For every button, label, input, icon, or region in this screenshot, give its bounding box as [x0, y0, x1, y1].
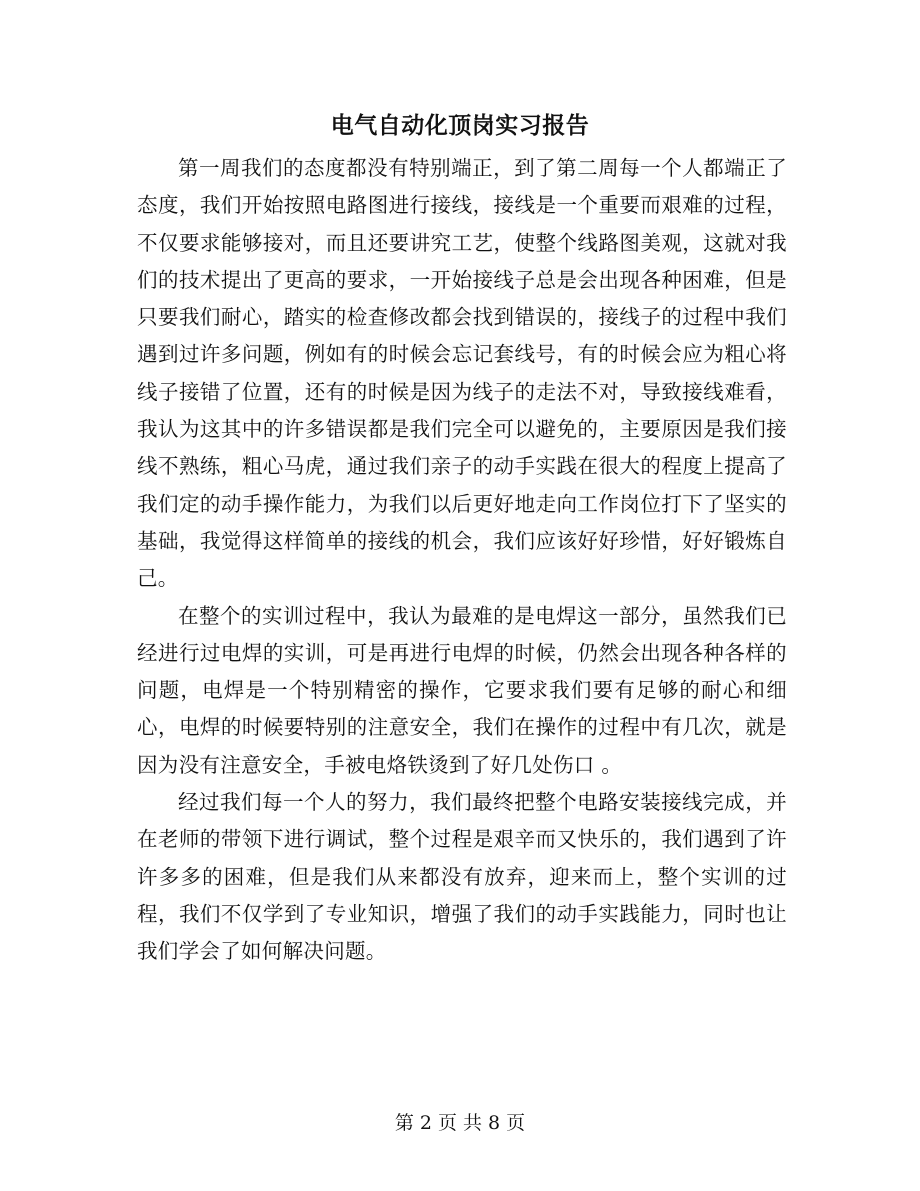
document-title: 电气自动化顶岗实习报告: [330, 112, 590, 139]
paragraph-3: 经过我们每一个人的努力，我们最终把整个电路安装接线完成，并在老师的带领下进行调试，整个过程是艰辛而又快乐的，我们遇到了许许多多的困难，但是我们从来都没有放弃，迎来而上，整个实训的过程，我们不仅学到了专业知识，增强了我们的动手实践能力，同时也让我们学会了如何解决问题。: [137, 790, 787, 964]
paragraph-1: 第一周我们的态度都没有特别端正，到了第二周每一个人都端正了态度，我们开始按照电路图进行接线，接线是一个重要而艰难的过程，不仅要求能够接对，而且还要讲究工艺，使整个线路图美观，这就对我们的技术提出了更高的要求，一开始接线子总是会出现各种困难，但是只要我们耐心，踏实的检查修改都会找到错误的，接线子的过程中我们遇到过许多问题，例如有的时候会忘记套线号，有的时候会应为粗心将线子接错了位置，还有的时候是因为线子的走法不对，导致接线难看，我认为这其中的许多错误都是我们完全可以避免的，主要原因是我们接线不熟练，粗心马虎，通过我们亲子的动手实践在很大的程度上提高了我们定的动手操作能力，为我们以后更好地走向工作岗位打下了坚实的基础，我觉得这样简单的接线的机会，我们应该好好珍惜，好好锻炼自己。: [137, 156, 787, 591]
paragraph-2: 在整个的实训过程中，我认为最难的是电焊这一部分，虽然我们已经进行过电焊的实训，可是再进行电焊的时候，仍然会出现各种各样的问题，电焊是一个特别精密的操作，它要求我们要有足够的耐心和细心，电焊的时候要特别的注意安全，我们在操作的过程中有几次，就是因为没有注意安全，手被电烙铁烫到了好几处伤口 。: [137, 603, 787, 777]
page-number-footer: 第 2 页 共 8 页: [394, 1112, 526, 1134]
document-body: [137, 150, 787, 971]
